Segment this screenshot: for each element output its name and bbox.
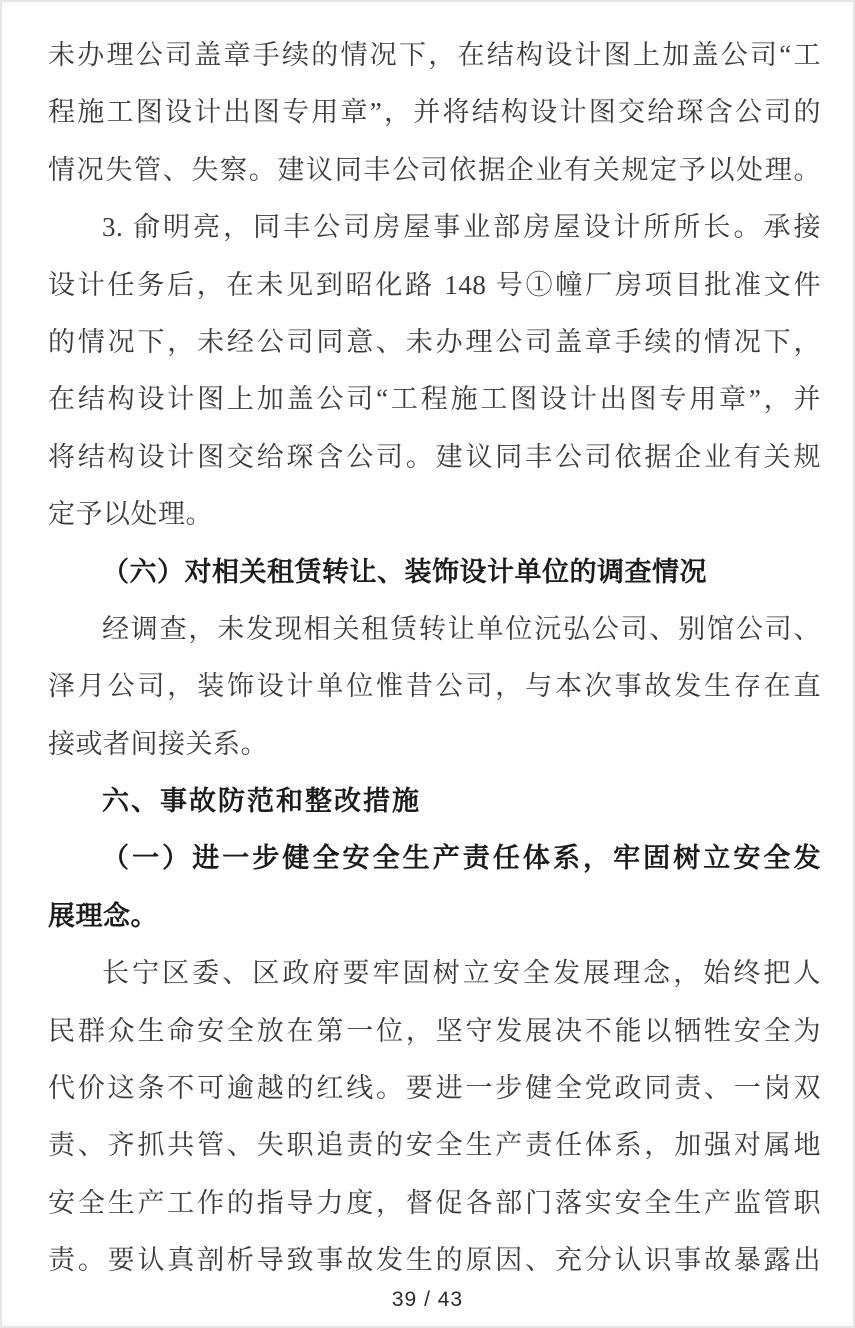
body-line: 在结构设计图上加盖公司“工程施工图设计出图专用章”，并 — [48, 384, 821, 415]
body-line: 责、齐抓共管、失职追责的安全生产责任体系，加强对属地 — [48, 1130, 821, 1161]
body-line: 设计任务后，在未见到昭化路 148 号①幢厂房项目批准文件 — [48, 269, 821, 300]
body-line: 泽月公司，装饰设计单位惟昔公司，与本次事故发生存在直 — [48, 671, 821, 702]
page-number-indicator: 39 / 43 — [391, 1288, 464, 1311]
body-line-paragraph-end: 接或者间接关系。 — [48, 728, 268, 759]
heading-subsection-one-continued: 展理念。 — [48, 900, 158, 931]
body-line-paragraph-start: 长宁区委、区政府要牢固树立安全发展理念，始终把人 — [102, 958, 821, 989]
body-line: 民群众生命安全放在第一位，坚守发展决不能以牺牲安全为 — [48, 1015, 821, 1046]
body-line: 代价这条不可逾越的红线。要进一步健全党政同责、一岗双 — [48, 1073, 821, 1104]
body-line-paragraph-end: 定予以处理。 — [48, 499, 213, 530]
body-line-paragraph-start: 经调查，未发现相关租赁转让单位沅弘公司、别馆公司、 — [102, 613, 821, 644]
page-body — [2, 2, 853, 1290]
heading-subsection-one: （一）进一步健全安全生产责任体系，牢固树立安全发 — [102, 843, 821, 874]
body-line: 安全生产工作的指导力度，督促各部门落实安全生产监管职 — [48, 1187, 821, 1218]
heading-subsection-six: （六）对相关租赁转让、装饰设计单位的调查情况 — [102, 556, 707, 587]
body-line: 责。要认真剖析导致事故发生的原因、充分认识事故暴露出 — [48, 1245, 821, 1276]
body-line: 情况失管、失察。建议同丰公司依据企业有关规定予以处理。 — [48, 154, 821, 185]
body-line: 的情况下，未经公司同意、未办理公司盖章手续的情况下， — [48, 326, 821, 357]
body-line: 程施工图设计出图专用章”，并将结构设计图交给琛含公司的 — [48, 97, 821, 128]
body-line: 未办理公司盖章手续的情况下，在结构设计图上加盖公司“工 — [48, 40, 821, 70]
body-line-paragraph-start: 3. 俞明亮，同丰公司房屋事业部房屋设计所所长。承接 — [102, 212, 821, 243]
heading-chapter-six: 六、事故防范和整改措施 — [102, 786, 421, 817]
body-line: 将结构设计图交给琛含公司。建议同丰公司依据企业有关规 — [48, 441, 821, 472]
